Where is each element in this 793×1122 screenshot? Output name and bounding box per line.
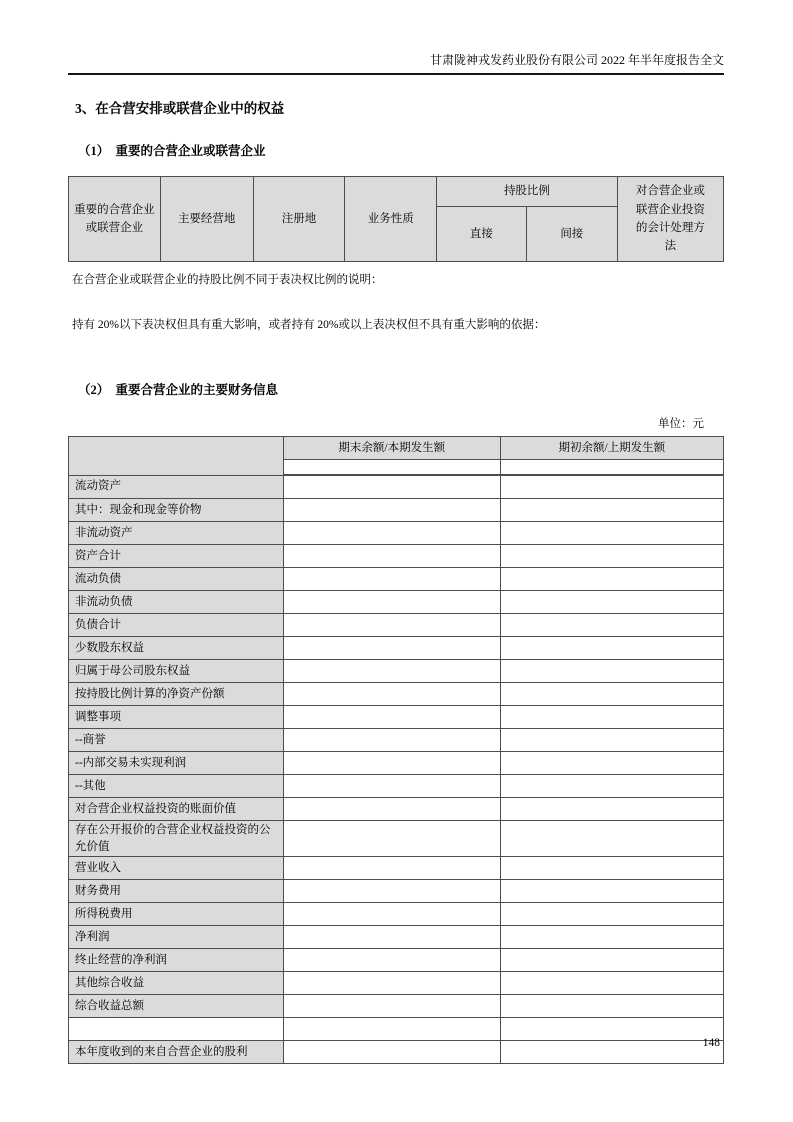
- row-label: 综合收益总额: [69, 995, 284, 1018]
- row-prior-value: [500, 821, 723, 857]
- table-header-row: [69, 437, 724, 460]
- row-label: 资产合计: [69, 545, 284, 568]
- table-row: [69, 683, 724, 706]
- table-row: [69, 949, 724, 972]
- document-header: 甘肃陇神戎发药业股份有限公司 2022 年半年度报告全文: [68, 52, 724, 75]
- row-label: 存在公开报价的合营企业权益投资的公允价值: [69, 821, 284, 857]
- row-prior-value: [500, 926, 723, 949]
- row-label: 流动负债: [69, 568, 284, 591]
- row-label: --商誉: [69, 729, 284, 752]
- row-label: 营业收入: [69, 857, 284, 880]
- row-prior-value: [500, 568, 723, 591]
- col-header-business-nature: 业务性质: [345, 177, 437, 262]
- row-current-value: [283, 499, 500, 522]
- row-label: 财务费用: [69, 880, 284, 903]
- page-number: 148: [702, 1037, 720, 1049]
- col-header-place-of-registration: 注册地: [253, 177, 345, 262]
- row-current-value: [283, 568, 500, 591]
- row-prior-value: [500, 499, 723, 522]
- row-prior-value: [500, 683, 723, 706]
- row-prior-value: [500, 729, 723, 752]
- table-row: [69, 903, 724, 926]
- table-row: [69, 475, 724, 499]
- note-voting-ratio: 在合营企业或联营企业的持股比例不同于表决权比例的说明：: [72, 274, 383, 286]
- col-header-place-of-business: 主要经营地: [160, 177, 253, 262]
- row-prior-value: [500, 995, 723, 1018]
- unit-label: 单位：元: [658, 418, 704, 430]
- table-row: [69, 706, 724, 729]
- col-header-accounting-method: 对合营企业或联营企业投资的会计处理方法: [617, 177, 723, 262]
- table-row-blank: [69, 1018, 724, 1041]
- blank-cell: [500, 460, 723, 476]
- row-label: --其他: [69, 775, 284, 798]
- row-label: 非流动负债: [69, 591, 284, 614]
- row-label: 所得税费用: [69, 903, 284, 926]
- table-row: [69, 591, 724, 614]
- financial-info-table: [68, 436, 724, 1064]
- table-row: [69, 857, 724, 880]
- row-prior-value: [500, 798, 723, 821]
- row-current-value: [283, 880, 500, 903]
- row-current-value: [283, 614, 500, 637]
- table-header-row: [69, 177, 724, 207]
- row-prior-value: [500, 1018, 723, 1041]
- subsection-1-heading: （1） 重要的合营企业或联营企业: [78, 144, 266, 158]
- blank-cell: [283, 460, 500, 476]
- table-row: [69, 637, 724, 660]
- row-current-value: [283, 995, 500, 1018]
- row-prior-value: [500, 880, 723, 903]
- row-label: 按持股比例计算的净资产份额: [69, 683, 284, 706]
- row-prior-value: [500, 637, 723, 660]
- row-current-value: [283, 637, 500, 660]
- table-row: [69, 660, 724, 683]
- row-current-value: [283, 729, 500, 752]
- row-label: --内部交易未实现利润: [69, 752, 284, 775]
- table-row: [69, 821, 724, 857]
- row-current-value: [283, 545, 500, 568]
- row-prior-value: [500, 706, 723, 729]
- note-significant-influence: 持有 20%以下表决权但具有重大影响，或者持有 20%或以上表决权但不具有重大影响的依据：: [72, 319, 546, 331]
- row-label: 流动资产: [69, 475, 284, 499]
- table-row: [69, 972, 724, 995]
- joint-ventures-table: [68, 176, 724, 262]
- row-current-value: [283, 475, 500, 499]
- row-label: 非流动资产: [69, 522, 284, 545]
- row-label: 其他综合收益: [69, 972, 284, 995]
- row-prior-value: [500, 522, 723, 545]
- table-row: [69, 522, 724, 545]
- row-label: 其中：现金和现金等价物: [69, 499, 284, 522]
- col-header-entity: 重要的合营企业或联营企业: [69, 177, 161, 262]
- col-header-item: [69, 437, 284, 476]
- row-current-value: [283, 949, 500, 972]
- row-prior-value: [500, 591, 723, 614]
- row-prior-value: [500, 857, 723, 880]
- col-header-direct: 直接: [437, 207, 527, 262]
- row-label: 负债合计: [69, 614, 284, 637]
- row-current-value: [283, 775, 500, 798]
- table-row: [69, 775, 724, 798]
- row-current-value: [283, 903, 500, 926]
- row-label: 净利润: [69, 926, 284, 949]
- row-prior-value: [500, 903, 723, 926]
- row-prior-value: [500, 545, 723, 568]
- row-prior-value: [500, 475, 723, 499]
- row-current-value: [283, 683, 500, 706]
- col-header-current-period: 期末余额/本期发生额: [283, 437, 500, 460]
- row-current-value: [283, 972, 500, 995]
- row-current-value: [283, 706, 500, 729]
- table-row: [69, 545, 724, 568]
- table-row: [69, 729, 724, 752]
- table-row: [69, 880, 724, 903]
- row-current-value: [283, 591, 500, 614]
- row-prior-value: [500, 1041, 723, 1064]
- col-header-shareholding-ratio: 持股比例: [437, 177, 618, 207]
- row-current-value: [283, 926, 500, 949]
- row-label: 终止经营的净利润: [69, 949, 284, 972]
- page-content: [68, 0, 724, 1064]
- table-row: [69, 995, 724, 1018]
- row-prior-value: [500, 660, 723, 683]
- row-label: 本年度收到的来自合营企业的股利: [69, 1041, 284, 1064]
- row-current-value: [283, 1041, 500, 1064]
- row-prior-value: [500, 972, 723, 995]
- row-current-value: [283, 752, 500, 775]
- table-row: [69, 926, 724, 949]
- row-current-value: [283, 522, 500, 545]
- row-current-value: [283, 857, 500, 880]
- row-current-value: [283, 798, 500, 821]
- table-row: [69, 798, 724, 821]
- table-row: [69, 614, 724, 637]
- row-current-value: [283, 821, 500, 857]
- row-current-value: [283, 660, 500, 683]
- row-label: 对合营企业权益投资的账面价值: [69, 798, 284, 821]
- row-label: 归属于母公司股东权益: [69, 660, 284, 683]
- row-current-value: [283, 1018, 500, 1041]
- row-prior-value: [500, 949, 723, 972]
- row-label: [69, 1018, 284, 1041]
- section-heading: 3、在合营安排或联营企业中的权益: [75, 101, 285, 116]
- table-row: [69, 1041, 724, 1064]
- row-prior-value: [500, 614, 723, 637]
- col-header-indirect: 间接: [526, 207, 617, 262]
- row-label: 调整事项: [69, 706, 284, 729]
- col-header-prior-period: 期初余额/上期发生额: [500, 437, 723, 460]
- row-prior-value: [500, 752, 723, 775]
- subsection-2-heading: （2） 重要合营企业的主要财务信息: [78, 383, 279, 397]
- table-row: [69, 752, 724, 775]
- table-row: [69, 568, 724, 591]
- row-label: 少数股东权益: [69, 637, 284, 660]
- table-row: [69, 499, 724, 522]
- row-prior-value: [500, 775, 723, 798]
